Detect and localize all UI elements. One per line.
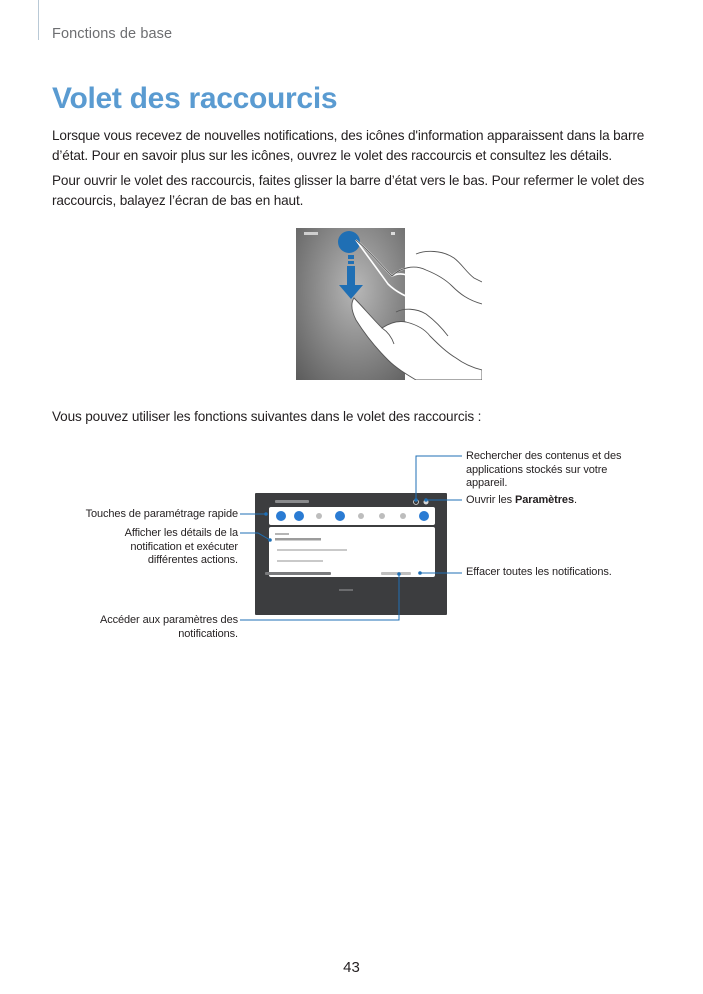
functions-intro-paragraph: Vous pouvez utiliser les fonctions suivantes dans le volet des raccourcis : (52, 409, 482, 424)
annotation-quick-settings: Touches de paramétrage rapide (85, 508, 238, 520)
notif-settings-leader (240, 574, 399, 620)
intro-paragraph: Lorsque vous recevez de nouvelles notifications, des icônes d'information apparaissent dans la barre d’état. Pour en savoir plus sur les icônes, ouvrez le volet des raccourcis et consultez les détails. (52, 128, 645, 163)
search-leader (416, 456, 462, 500)
annotation-settings (466, 494, 666, 508)
annotation-settings-suffix: . (573, 494, 577, 506)
section-header: Fonctions de base (52, 26, 173, 42)
open-panel-paragraph: Pour ouvrir le volet des raccourcis, faites glisser la barre d’état vers le bas. Pour refermer le volet des raccourcis, balayez l’écran de bas en haut. (52, 173, 645, 208)
annotation-notif-settings: Accéder aux paramètres des notifications. (99, 614, 238, 640)
annotation-notif-details: Afficher les détails de la notification et exécuter différentes actions. (124, 527, 238, 566)
page-number: 43 (343, 959, 360, 976)
annotation-clear-all: Effacer toutes les notifications. (466, 566, 612, 578)
annotation-search: Rechercher des contenus et des applications stockés sur votre appareil. (466, 450, 622, 489)
annotation-settings-prefix: Ouvrir les (466, 494, 516, 506)
notif-details-leader (240, 533, 270, 540)
page-title: Volet des raccourcis (52, 82, 338, 115)
annotation-settings-bold: Paramètres (515, 494, 574, 506)
